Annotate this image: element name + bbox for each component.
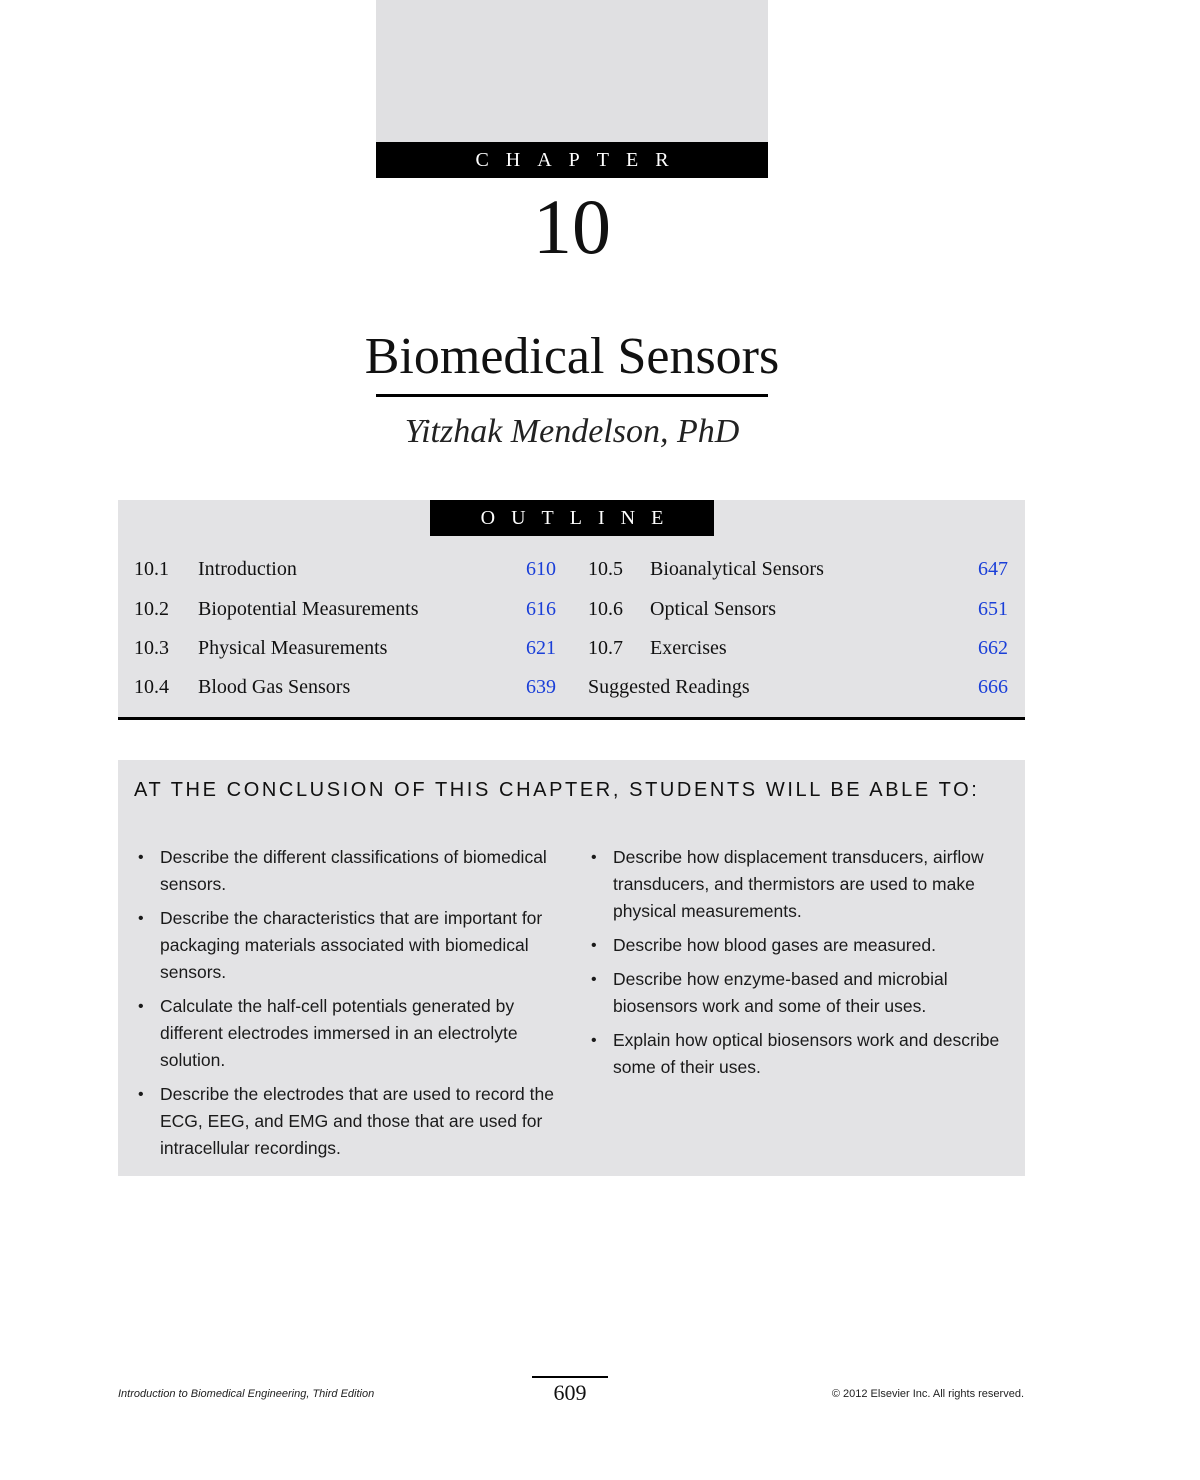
bullet-icon: • <box>138 849 144 866</box>
toc-section-number: 10.1 <box>134 558 169 580</box>
objective-item <box>134 1081 564 1162</box>
objective-item <box>134 844 564 898</box>
objective-text: Calculate the half-cell potentials generated by different electrodes immersed in an electrolyte solution. <box>160 996 518 1070</box>
toc-section-title: Physical Measurements <box>198 637 388 659</box>
toc-section-title: Biopotential Measurements <box>198 598 419 620</box>
toc-section-title: Exercises <box>650 637 727 659</box>
chapter-title: Biomedical Sensors <box>364 328 780 385</box>
toc-entry[interactable] <box>0 674 1200 700</box>
bullet-icon: • <box>138 1086 144 1103</box>
chapter-label: CHAPTER <box>376 142 768 178</box>
toc-page-link[interactable]: 616 <box>526 598 556 620</box>
chapter-author: Yitzhak Mendelson, PhD <box>404 413 740 450</box>
objective-item <box>587 932 1012 959</box>
title-divider <box>376 394 768 397</box>
toc-page-link[interactable]: 621 <box>526 637 556 659</box>
bullet-icon: • <box>591 937 597 954</box>
page-number: 609 <box>553 1380 587 1405</box>
footer-copyright: © 2012 Elsevier Inc. All rights reserved. <box>831 1388 1024 1400</box>
objective-text: Describe the electrodes that are used to record the ECG, EEG, and EMG and those that are used for intracellular recordings. <box>160 1084 554 1158</box>
footer-book-title: Introduction to Biomedical Engineering, Third Edition <box>118 1388 375 1400</box>
toc-section-number: 10.6 <box>588 598 623 620</box>
toc-entry[interactable] <box>0 635 1200 661</box>
objective-item <box>134 993 564 1074</box>
toc-page-link[interactable]: 610 <box>526 558 556 580</box>
objective-item <box>587 1027 1012 1081</box>
toc-section-title: Blood Gas Sensors <box>198 676 351 698</box>
toc-section-title: Suggested Readings <box>588 676 750 698</box>
footer-page-rule <box>532 1376 608 1378</box>
toc-section-number: 10.5 <box>588 558 623 580</box>
toc-page-link[interactable]: 662 <box>978 637 1008 659</box>
objective-text: Describe how enzyme-based and microbial biosensors work and some of their uses. <box>613 969 948 1016</box>
bullet-icon: • <box>138 910 144 927</box>
chapter-header-panel <box>376 0 768 142</box>
toc-section-title: Introduction <box>198 558 297 580</box>
objective-text: Describe how blood gases are measured. <box>613 935 936 955</box>
bullet-icon: • <box>591 1032 597 1049</box>
objective-text: Describe the different classifications of biomedical sensors. <box>160 847 547 894</box>
objective-text: Describe how displacement transducers, airflow transducers, and thermistors are used to make physical measurements. <box>613 847 984 921</box>
objective-text: Describe the characteristics that are important for packaging materials associated with biomedical sensors. <box>160 908 543 982</box>
objectives-heading: AT THE CONCLUSION OF THIS CHAPTER, STUDENTS WILL BE ABLE TO: <box>134 779 980 801</box>
bullet-icon: • <box>591 971 597 988</box>
toc-section-title: Optical Sensors <box>650 598 777 620</box>
toc-page-link[interactable]: 647 <box>978 558 1008 580</box>
objective-item <box>587 966 1012 1020</box>
outline-divider <box>118 717 1025 720</box>
objective-text: Explain how optical biosensors work and describe some of their uses. <box>613 1030 1000 1077</box>
objective-item <box>134 905 564 986</box>
bullet-icon: • <box>591 849 597 866</box>
toc-section-number: 10.2 <box>134 598 169 620</box>
toc-entry[interactable] <box>0 556 1200 582</box>
toc-section-number: 10.3 <box>134 637 169 659</box>
objectives-list-right <box>587 844 1012 1088</box>
toc-page-link[interactable]: 651 <box>978 598 1008 620</box>
toc-section-title: Bioanalytical Sensors <box>650 558 824 580</box>
toc-entry[interactable] <box>0 596 1200 622</box>
toc-page-link[interactable]: 666 <box>978 676 1008 698</box>
toc-section-number: 10.7 <box>588 637 623 659</box>
objective-item <box>587 844 1012 925</box>
objectives-list-left <box>134 844 564 1169</box>
outline-label: OUTLINE <box>430 500 714 536</box>
toc-page-link[interactable]: 639 <box>526 676 556 698</box>
chapter-number: 10 <box>533 183 611 270</box>
toc-section-number: 10.4 <box>134 676 169 698</box>
bullet-icon: • <box>138 998 144 1015</box>
